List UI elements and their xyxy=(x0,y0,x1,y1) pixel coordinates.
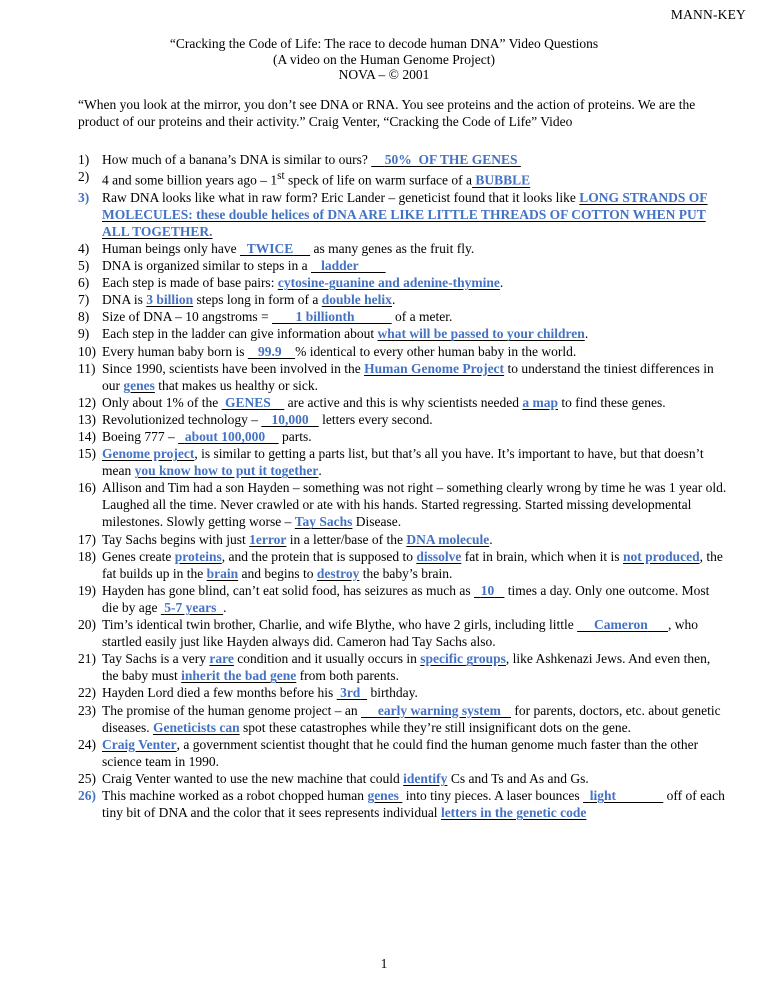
question-text: How much of a banana’s DNA is similar to ours? xyxy=(102,152,372,167)
question-text: . xyxy=(499,275,504,291)
answer-blank xyxy=(583,788,663,803)
question-text: Hayden has gone blind, can’t eat solid food, has seizures as much as xyxy=(102,582,475,598)
blank-padding xyxy=(355,309,392,324)
question-item xyxy=(78,325,728,342)
question-text: of a meter. xyxy=(391,309,453,325)
answer-text: destroy xyxy=(316,565,360,581)
question-text: in a letter/base of the xyxy=(286,531,407,547)
blank-padding xyxy=(248,344,258,359)
answer-text: 99.9 xyxy=(257,343,282,359)
blank-padding xyxy=(240,241,247,256)
blank-padding xyxy=(309,412,319,427)
question-item xyxy=(78,684,728,701)
answer-text: about 100,000 xyxy=(184,429,266,444)
question-number: 23) xyxy=(78,702,96,718)
question-text: from both parents. xyxy=(296,668,399,684)
question-text: Disease. xyxy=(352,514,402,530)
answer-text: brain xyxy=(206,565,239,581)
answer-blank xyxy=(311,258,386,273)
question-text: Revolutionized technology – xyxy=(102,411,262,427)
answer-text: proteins xyxy=(174,548,222,564)
question-number: 7) xyxy=(78,292,90,308)
answer-text: Cameron xyxy=(594,617,648,633)
question-text: Each step is made of base pairs: xyxy=(102,275,278,291)
blank-padding xyxy=(494,583,504,598)
question-text: condition and it usually occurs in xyxy=(233,651,421,667)
answer-text: BUBBLE xyxy=(475,172,531,188)
question-text: Since 1990, scientists have been involved in the xyxy=(102,360,365,376)
question-text: . xyxy=(489,531,493,547)
blank-padding xyxy=(501,703,511,718)
question-item xyxy=(78,151,728,168)
question-text: parts. xyxy=(278,429,312,444)
answer-text: letters in the genetic code xyxy=(440,805,587,821)
answer-text: genes xyxy=(367,787,399,803)
answer-text: genes xyxy=(123,377,155,393)
question-text: to find these genes. xyxy=(557,394,666,410)
answer-text: 5-7 years xyxy=(164,599,217,615)
answer-text: cytosine-guanine and adenine-thymine xyxy=(277,275,500,291)
answer-text: what will be passed to your children xyxy=(377,326,585,342)
question-number: 1) xyxy=(78,152,90,167)
answer-blank xyxy=(361,703,511,718)
question-text: fat in brain, which when it is xyxy=(461,548,623,564)
question-text: . xyxy=(318,463,322,479)
answer-blank xyxy=(472,173,530,188)
question-text: off of each tiny bit of DNA and the color that it sees represents individual xyxy=(102,787,725,821)
question-item xyxy=(78,343,728,360)
title-line-2: (A video on the Human Genome Project) xyxy=(273,51,495,67)
question-text: , like Ashkenazi Jews. And even then, the baby must xyxy=(102,651,711,684)
question-text: Genes create xyxy=(102,548,175,564)
question-text: times a day. Only one outcome. Most die by age xyxy=(102,582,710,615)
question-text: into tiny pieces. A laser bounces xyxy=(402,787,584,803)
question-text: . xyxy=(391,292,396,308)
title-line-3: NOVA – © 2001 xyxy=(338,67,430,83)
question-text: Boeing 777 – xyxy=(102,429,179,444)
blank-padding xyxy=(583,788,590,803)
question-number: 4) xyxy=(78,240,90,256)
blank-padding xyxy=(293,241,310,256)
answer-text: identify xyxy=(403,770,448,786)
answer-text: dissolve xyxy=(416,548,462,564)
question-item xyxy=(78,582,728,616)
answer-text: Craig Venter xyxy=(102,736,177,752)
answer-text: DNA molecule xyxy=(406,531,490,547)
page-number: 1 xyxy=(380,956,388,971)
answer-blank xyxy=(222,395,285,410)
answer-text: 3rd xyxy=(340,685,361,701)
answer-text: LONG STRANDS OF MOLECULES: these double helices of DNA ARE LIKE LITTLE THREADS OF COTTON WHEN PUT ALL TOGETHER. xyxy=(102,189,708,239)
question-text: Every human baby born is xyxy=(102,343,248,359)
question-number: 22) xyxy=(78,685,96,701)
question-number: 6) xyxy=(78,275,90,291)
question-item xyxy=(78,257,728,274)
answer-blank xyxy=(272,309,392,324)
blank-padding xyxy=(648,617,668,632)
question-number: 8) xyxy=(78,309,90,325)
question-text: , and the protein that is supposed to xyxy=(221,548,417,564)
blank-padding xyxy=(577,617,594,632)
answer-blank xyxy=(161,600,223,615)
question-number: 10) xyxy=(78,343,96,359)
answer-text: 50% OF THE GENES xyxy=(384,152,518,167)
question-item xyxy=(78,411,728,428)
question-list xyxy=(78,151,728,821)
blank-padding xyxy=(361,703,378,718)
question-number: 16) xyxy=(78,480,96,496)
question-number: 17) xyxy=(78,531,96,547)
question-number: 2) xyxy=(78,169,90,185)
question-text: This machine worked as a robot chopped human xyxy=(102,787,368,803)
blank-padding xyxy=(261,412,271,427)
question-item xyxy=(78,428,728,445)
question-item xyxy=(78,240,728,257)
question-text: Human beings only have xyxy=(102,240,240,256)
question-number: 20) xyxy=(78,617,96,633)
question-item xyxy=(78,616,728,650)
answer-blank xyxy=(474,583,504,598)
answer-text: Genome project xyxy=(102,446,195,462)
question-number: 3) xyxy=(78,189,90,205)
question-text: % identical to every other human baby in the world. xyxy=(295,343,577,359)
question-number: 21) xyxy=(78,651,96,667)
question-item xyxy=(78,394,728,411)
question-item xyxy=(78,548,728,582)
question-number: 18) xyxy=(78,548,96,564)
question-number: 9) xyxy=(78,326,90,342)
question-text: , who startled easily just like Hayden always did. Cameron had Tay Sachs also. xyxy=(102,617,699,650)
question-item xyxy=(78,531,728,548)
answer-text: you know how to put it together xyxy=(134,463,319,479)
question-item xyxy=(78,702,728,736)
question-item xyxy=(78,650,728,684)
question-text: that makes us healthy or sick. xyxy=(154,377,318,393)
blank-padding xyxy=(311,258,321,273)
answer-text: specific groups xyxy=(420,651,506,667)
answer-text: light xyxy=(589,787,617,803)
question-text: Tay Sachs is a very xyxy=(102,651,210,667)
blank-padding xyxy=(265,429,279,444)
answer-text: Human Genome Project xyxy=(364,360,505,376)
question-text: . xyxy=(584,326,589,342)
blank-padding xyxy=(517,152,520,167)
question-text: Tay Sachs begins with just xyxy=(102,531,250,547)
question-number: 24) xyxy=(78,736,96,752)
question-text: . xyxy=(223,599,227,615)
answer-text: ladder xyxy=(321,258,359,274)
question-text: Raw DNA looks like what in raw form? Eric Lander – geneticist found that it looks like xyxy=(102,189,580,205)
question-number: 11) xyxy=(78,360,96,376)
question-text: to understand the tiniest differences in our xyxy=(102,360,714,393)
question-text: as many genes as the fruit fly. xyxy=(310,240,475,256)
blank-padding xyxy=(272,309,296,324)
answer-blank xyxy=(248,344,295,359)
answer-blank xyxy=(337,685,367,700)
question-item xyxy=(78,168,728,189)
question-text: 4 and some billion years ago – 1 xyxy=(102,172,278,188)
question-item xyxy=(78,787,728,821)
question-number: 15) xyxy=(78,446,96,462)
question-text: birthday. xyxy=(367,685,418,701)
answer-blank xyxy=(240,241,310,256)
answer-blank xyxy=(261,412,318,427)
answer-text: Tay Sachs xyxy=(294,514,353,530)
answer-blank xyxy=(371,152,521,167)
answer-text: double helix xyxy=(321,292,392,308)
question-item xyxy=(78,479,728,530)
question-item xyxy=(78,445,728,479)
answer-text: rare xyxy=(209,651,234,667)
page-code: MANN-KEY xyxy=(670,7,746,22)
question-text: letters every second. xyxy=(318,411,433,427)
answer-text: a map xyxy=(522,394,558,410)
question-text: DNA is organized similar to steps in a xyxy=(102,258,311,274)
answer-text: early warning system xyxy=(377,702,501,718)
superscript: st xyxy=(277,170,285,183)
blank-padding xyxy=(359,258,386,273)
question-item xyxy=(78,736,728,770)
question-text: , the fat builds up in the xyxy=(102,548,723,581)
answer-text: TWICE xyxy=(246,240,294,256)
question-text: for parents, doctors, etc. about genetic diseases. xyxy=(102,702,721,735)
question-text: spot these catastrophes while they’re still insignificant dots on the gene. xyxy=(239,719,632,735)
question-text: Allison and Tim had a son Hayden – something was not right – something clearly wrong by time he was 1 year old. Laughed all the time. Never crawled or ate with his hands. Started regressing. Started missing developmental milestones. Slowly getting worse – xyxy=(102,480,727,530)
question-number: 5) xyxy=(78,258,90,274)
question-text: , a government scientist thought that he could find the human genome much faster than the other science team in 1990. xyxy=(102,736,699,769)
question-text: Hayden Lord died a few months before his xyxy=(102,685,337,701)
document-title xyxy=(0,36,768,83)
blank-padding xyxy=(282,344,296,359)
question-text: and begins to xyxy=(238,565,317,581)
answer-text: GENES xyxy=(224,394,271,410)
question-text: DNA is xyxy=(102,292,147,308)
question-text: Size of DNA – 10 angstroms = xyxy=(102,309,272,325)
opening-quote: “When you look at the mirror, you don’t see DNA or RNA. You see proteins and the action of proteins. We are the product of our proteins and their activity.” Craig Venter, “Cracking the Code of Life” Video xyxy=(78,97,696,129)
question-text: steps long in form of a xyxy=(193,292,322,308)
answer-blank xyxy=(367,788,402,803)
blank-padding xyxy=(178,429,185,444)
question-item xyxy=(78,189,728,240)
question-item xyxy=(78,291,728,308)
title-line-1: “Cracking the Code of Life: The race to decode human DNA” Video Questions xyxy=(169,36,599,51)
question-item xyxy=(78,770,728,787)
question-text: the baby’s brain. xyxy=(359,565,453,581)
question-text: The promise of the human genome project – an xyxy=(102,702,362,718)
answer-text: 10,000 xyxy=(271,411,309,427)
answer-text: Geneticists can xyxy=(153,719,240,735)
question-number: 14) xyxy=(78,429,96,444)
answer-blank xyxy=(178,429,279,444)
question-text: speck of life on warm surface of a xyxy=(284,172,473,188)
question-number: 25) xyxy=(78,770,96,786)
question-number: 13) xyxy=(78,411,96,427)
question-text: , is similar to getting a parts list, but that’s all you have. It’s important to have, but that doesn’t mean xyxy=(102,446,704,479)
answer-text: not produced xyxy=(622,548,700,564)
question-text: are active and this is why scientists needed xyxy=(284,394,523,410)
blank-padding xyxy=(371,152,385,167)
answer-text: 3 billion xyxy=(146,292,194,308)
question-item xyxy=(78,308,728,325)
blank-padding xyxy=(271,395,285,410)
question-number: 26) xyxy=(78,787,96,803)
question-text: Cs and Ts and As and Gs. xyxy=(447,770,589,786)
question-item xyxy=(78,360,728,394)
answer-text: 1 billionth xyxy=(295,309,355,325)
blank-padding xyxy=(616,788,663,803)
answer-text: 1error xyxy=(249,531,287,547)
answer-text: 10 xyxy=(480,582,495,598)
question-text: Each step in the ladder can give information about xyxy=(102,326,378,342)
question-item xyxy=(78,274,728,291)
question-number: 19) xyxy=(78,582,96,598)
blank-padding xyxy=(474,583,481,598)
answer-blank xyxy=(577,617,668,632)
question-text: Craig Venter wanted to use the new machine that could xyxy=(102,770,404,786)
question-text: Tim’s identical twin brother, Charlie, and wife Blythe, who have 2 girls, including little xyxy=(102,617,578,633)
answer-text: inherit the bad gene xyxy=(181,668,297,684)
question-number: 12) xyxy=(78,394,96,410)
question-text: Only about 1% of the xyxy=(102,394,222,410)
